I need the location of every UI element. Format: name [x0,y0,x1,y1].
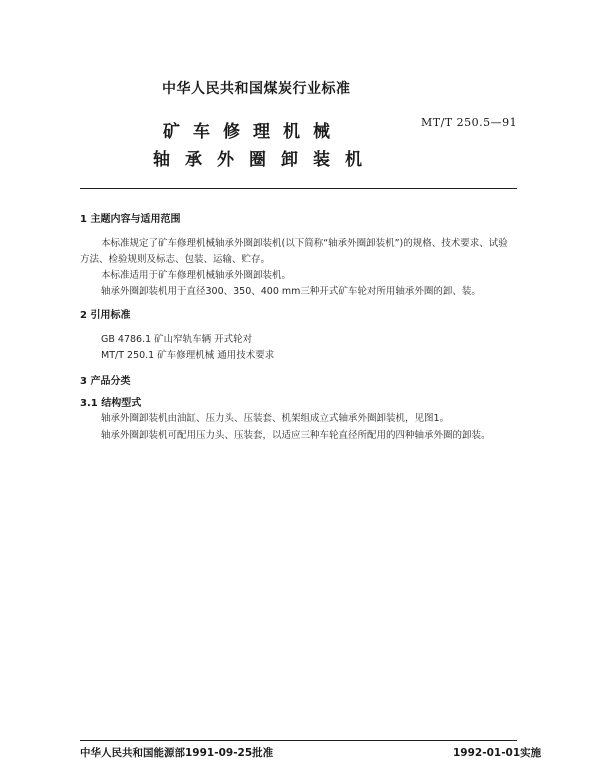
section-3-1-paragraph-1: 轴承外圈卸装机由油缸、压力头、压装套、机架组成立式轴承外圈卸装机，见图1。 [101,413,450,424]
issuing-organization: 中华人民共和国煤炭行业标准 [162,81,351,97]
section-1-paragraph-1-line-2: 方法、检验规则及标志、包装、运输、贮存。 [80,254,271,265]
reference-standard-2: MT/T 250.1 矿车修理机械 通用技术要求 [101,350,275,361]
section-1-heading: 1 主题内容与适用范围 [80,214,181,225]
footer-divider [80,740,517,741]
reference-standard-1: GB 4786.1 矿山窄轨车辆 开式轮对 [101,334,253,345]
section-3-1-heading: 3.1 结构型式 [80,398,142,409]
section-1-paragraph-2: 本标准适用于矿车修理机械轴承外圈卸装机。 [101,270,292,281]
document-title-line-2: 轴承外圈卸装机 [153,150,377,170]
approval-statement: 中华人民共和国能源部1991-09-25批准 [80,747,274,759]
section-3-heading: 3 产品分类 [80,376,131,387]
header-divider [80,188,517,189]
section-1-paragraph-3: 轴承外圈卸装机用于直径300、350、400 mm三种开式矿车轮对所用轴承外圈的卸、装。 [101,286,481,297]
section-3-1-paragraph-2: 轴承外圈卸装机可配用压力头、压装套，以适应三种车轮直径所配用的四种轴承外圈的卸装。 [101,430,491,441]
implementation-date: 1992-01-01实施 [453,747,542,759]
section-1-paragraph-1-line-1: 本标准规定了矿车修理机械轴承外圈卸装机(以下简称“轴承外圈卸装机”)的规格、技术要求、试验 [101,238,508,249]
section-2-heading: 2 引用标准 [80,310,131,321]
standard-code: MT/T 250.5—91 [421,116,518,129]
document-title-line-1: 矿车修理机械 [163,122,343,142]
